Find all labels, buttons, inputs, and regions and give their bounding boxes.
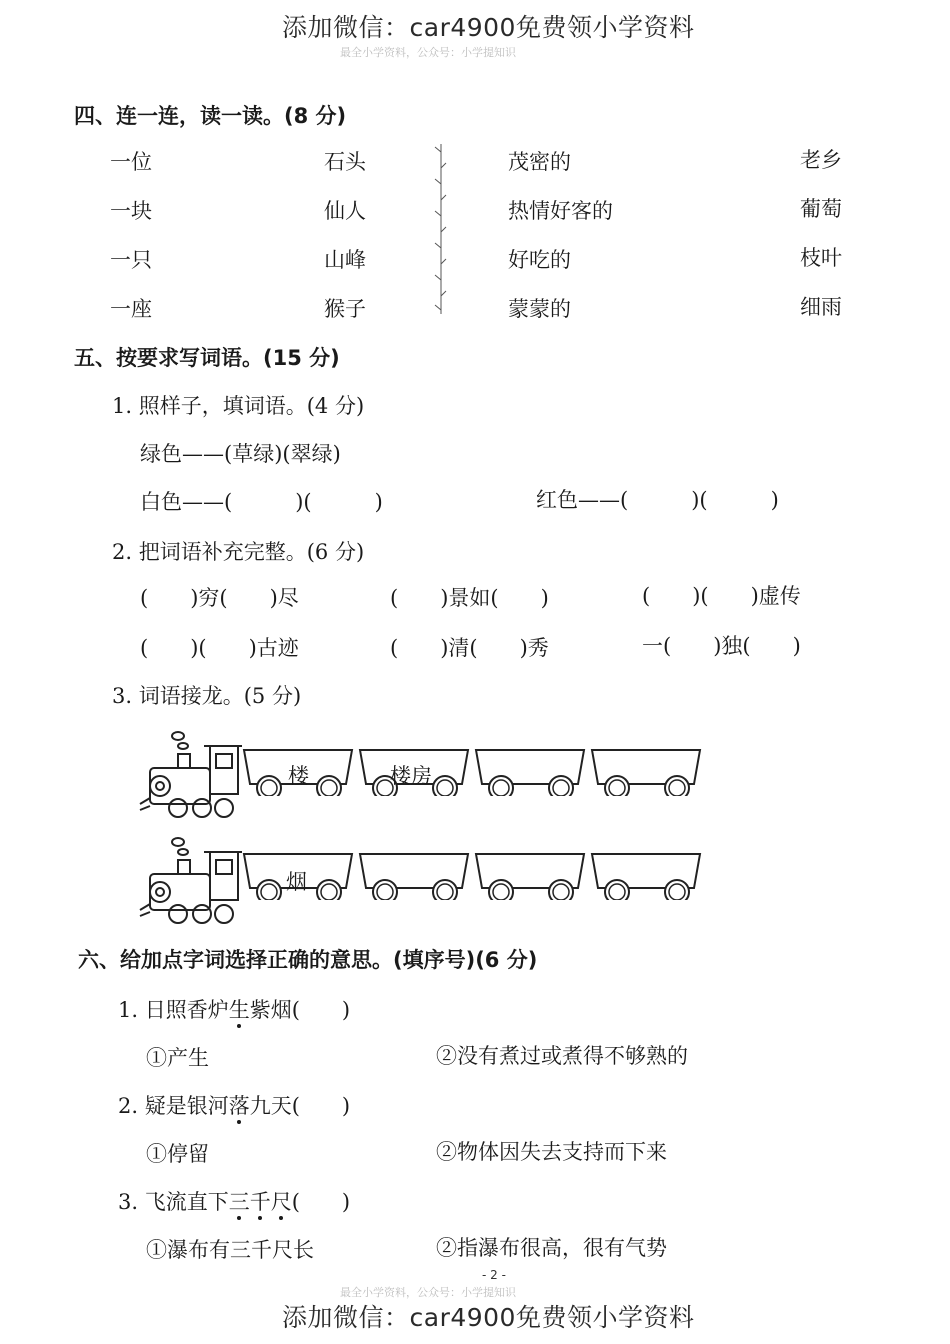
match-item[interactable]: 细雨 <box>800 295 842 319</box>
match-item[interactable]: 一只 <box>110 248 152 272</box>
q1-answer-line-red[interactable]: 红色——( )( ) <box>536 488 779 512</box>
q3-title: 3. 词语接龙。(5 分) <box>112 684 302 708</box>
train-car-word[interactable]: 楼房 <box>390 764 432 788</box>
s6-q2-post[interactable]: 九天( ) <box>249 1094 351 1118</box>
watermark-bottom: 添加微信：car4900免费领小学资料 <box>282 1303 695 1332</box>
q2-title: 2. 把词语补充完整。(6 分) <box>112 540 365 564</box>
match-item[interactable]: 枝叶 <box>800 246 842 270</box>
match-item[interactable]: 猴子 <box>324 297 366 321</box>
s6-q2-option-2: ②物体因失去支持而下来 <box>436 1140 667 1164</box>
match-item[interactable]: 热情好客的 <box>508 199 613 223</box>
match-item[interactable]: 石头 <box>324 150 366 174</box>
q2-idiom[interactable]: ( )( )虚传 <box>642 584 801 608</box>
match-item[interactable]: 一座 <box>110 297 152 321</box>
train-car <box>590 852 702 900</box>
match-item[interactable]: 山峰 <box>324 248 366 272</box>
s6-q1-dotted: 生 <box>228 998 250 1022</box>
s6-q1-option-2: ②没有煮过或煮得不够熟的 <box>436 1044 688 1068</box>
train-car <box>358 852 470 900</box>
match-item[interactable]: 一位 <box>110 150 152 174</box>
train-car <box>474 748 586 796</box>
s6-q2-pre: 2. 疑是银河 <box>118 1094 229 1118</box>
s6-q2 <box>118 1090 350 1120</box>
q2-idiom[interactable]: ( )清( )秀 <box>390 636 549 660</box>
s6-q1-post[interactable]: 紫烟( ) <box>249 998 351 1022</box>
match-item[interactable]: 茂密的 <box>508 150 571 174</box>
q1-title: 1. 照样子，填词语。(4 分) <box>112 394 365 418</box>
faint-header-text: 最全小学资料，公众号：小学提知识 <box>340 46 516 59</box>
s6-q1-pre: 1. 日照香炉 <box>118 998 229 1022</box>
train-car-word[interactable]: 烟 <box>286 870 307 894</box>
q2-idiom[interactable]: ( )景如( ) <box>390 586 549 610</box>
locomotive-icon <box>138 728 246 820</box>
section5-title: 五、按要求写词语。(15 分) <box>74 346 340 370</box>
q2-idiom[interactable]: ( )穷( )尽 <box>140 586 299 610</box>
s6-q2-option-1: ①停留 <box>146 1142 209 1166</box>
watermark-top: 添加微信：car4900免费领小学资料 <box>282 13 695 42</box>
match-item[interactable]: 葡萄 <box>800 197 842 221</box>
s6-q3-dotted: 三千尺 <box>229 1190 292 1214</box>
s6-q2-dotted: 落 <box>228 1094 250 1118</box>
match-item[interactable]: 一块 <box>110 199 152 223</box>
q2-idiom[interactable]: ( )( )古迹 <box>140 636 299 660</box>
locomotive-icon <box>138 834 246 926</box>
faint-footer-text: 最全小学资料，公众号：小学提知识 <box>340 1286 516 1299</box>
train-car <box>474 852 586 900</box>
s6-q3-option-1: ①瀑布有三千尺长 <box>146 1238 314 1262</box>
s6-q3 <box>118 1186 350 1216</box>
page-number: - 2 - <box>482 1268 506 1282</box>
match-item[interactable]: 好吃的 <box>508 248 571 272</box>
q1-answer-line-white[interactable]: 白色——( )( ) <box>140 490 383 514</box>
section4-title: 四、连一连，读一读。(8 分) <box>74 104 347 128</box>
match-item[interactable]: 蒙蒙的 <box>508 297 571 321</box>
train-car <box>590 748 702 796</box>
section6-title: 六、给加点字词选择正确的意思。(填序号)(6 分) <box>78 948 538 972</box>
q1-example: 绿色——(草绿)(翠绿) <box>140 442 341 466</box>
match-item[interactable]: 仙人 <box>324 199 366 223</box>
s6-q3-post[interactable]: ( ) <box>291 1190 351 1214</box>
s6-q3-pre: 3. 飞流直下 <box>118 1190 229 1214</box>
s6-q3-option-2: ②指瀑布很高，很有气势 <box>436 1236 667 1260</box>
vine-divider <box>430 140 452 320</box>
match-item[interactable]: 老乡 <box>800 148 842 172</box>
s6-q1-option-1: ①产生 <box>146 1046 209 1070</box>
q2-idiom[interactable]: 一( )独( ) <box>642 634 801 658</box>
s6-q1 <box>118 994 350 1024</box>
train-car-word[interactable]: 楼 <box>288 764 309 788</box>
